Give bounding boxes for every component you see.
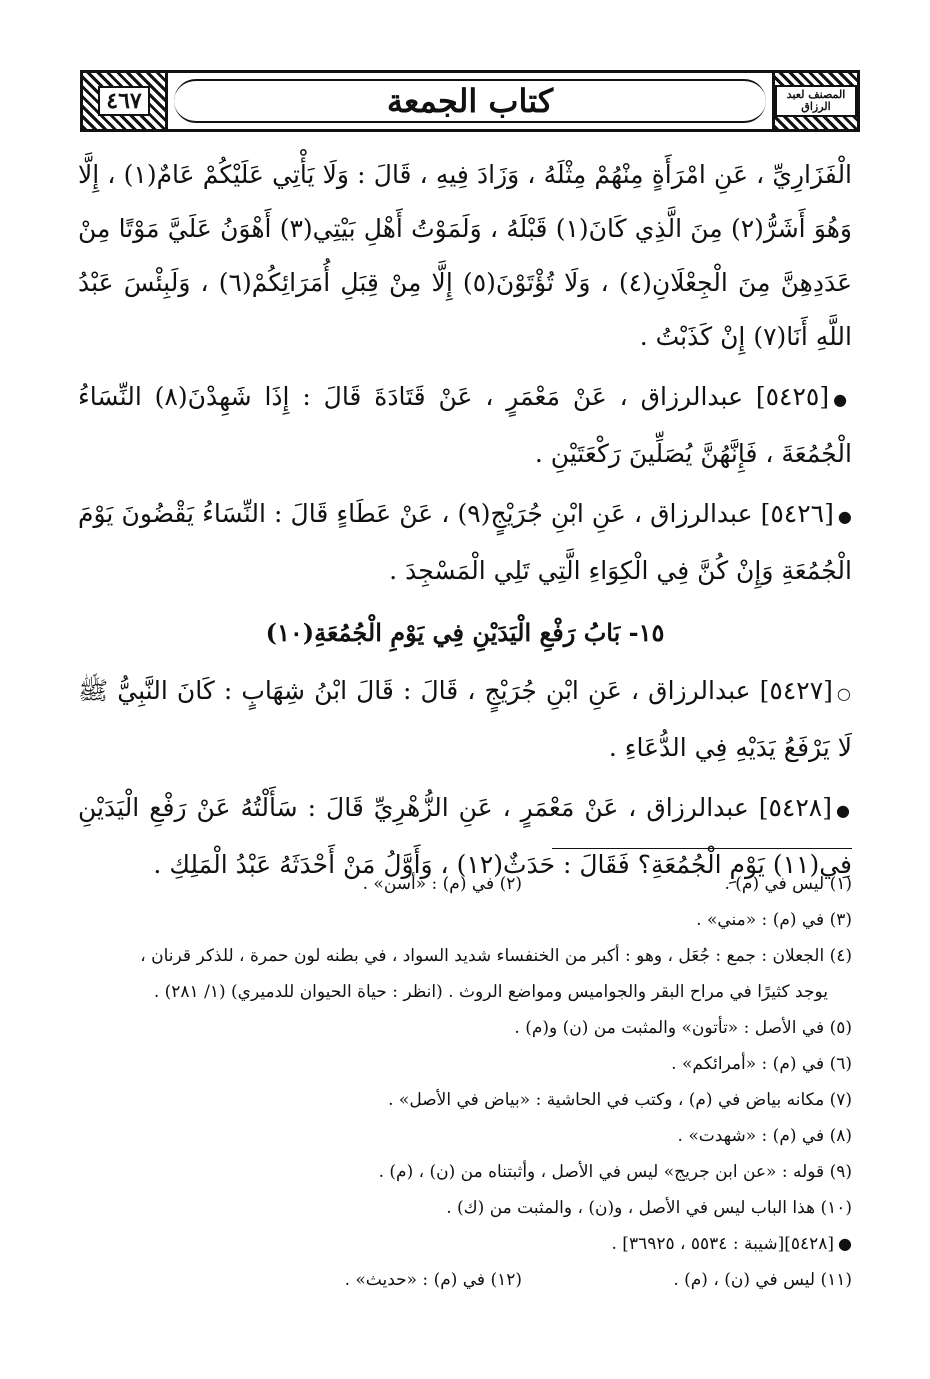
footnote-divider	[552, 848, 852, 849]
footnotes	[78, 866, 852, 1298]
footnote-12: (١٢) في (م) : «حديث» .	[344, 1270, 522, 1290]
bullet-icon: ●	[837, 507, 852, 526]
chapter-title: كتاب الجمعة	[386, 82, 554, 120]
book-logo: المصنف لعبد الرزاق	[775, 85, 857, 117]
hadith-5427	[78, 664, 852, 775]
footnote-2: (٢) في (م) : «أسن» .	[362, 874, 522, 894]
hadith-5428-text: [٥٤٢٨] عبدالرزاق ، عَنْ مَعْمَرٍ ، عَنِ الزُّهْرِيِّ قَالَ : سَأَلْتُهُ عَنْ رَفْعِ الْيَدَيْنِ فِي(١١) يَوْمِ الْجُمُعَةِ؟ فَقَالَ : حَدَثٌ(١٢) ، وَأَوَّلُ مَنْ أَحْدَثَهُ عَبْدُ الْمَلِكِ .	[78, 793, 852, 879]
footnote-reference	[78, 1226, 852, 1262]
header-title-frame	[174, 79, 766, 123]
hadith-5426	[78, 487, 852, 598]
bullet-icon: ●	[833, 390, 853, 409]
page-header	[80, 70, 860, 132]
hadith-5425	[78, 370, 852, 481]
hadith-5425-text: [٥٤٢٥] عبدالرزاق ، عَنْ مَعْمَرٍ ، عَنْ قَتَادَةَ قَالَ : إِذَا شَهِدْنَ(٨) النِّسَاءُ الْجُمُعَةَ ، فَإِنَّهُنَّ يُصَلِّينَ رَكْعَتَيْنِ .	[78, 382, 852, 468]
footnote-reference-text: [٥٤٢٨][شيبة : ٥٥٣٤ ، ٣٦٩٢٥] .	[611, 1234, 835, 1254]
footnote-9: (٩) قوله : «عن ابن جريج» ليس في الأصل ، وأثبتناه من (ن) ، (م) .	[378, 1162, 852, 1182]
footnote-row	[78, 1262, 852, 1298]
footnote-1: (١) ليس في (م) .	[724, 874, 852, 894]
footnote-11: (١١) ليس في (ن) ، (م) .	[673, 1270, 852, 1290]
footnote-8: (٨) في (م) : «شهدت» .	[677, 1126, 852, 1146]
main-text	[78, 148, 852, 892]
footnote-3: (٣) في (م) : «مني» .	[696, 910, 852, 930]
footnote-4: (٤) الجعلان : جمع : جُعَل ، وهو : أكبر من الخنفساء شديد السواد ، في بطنه لون حمرة ، للذكر قرنان ،	[140, 946, 852, 966]
footnote-7: (٧) مكانه بياض في (م) ، وكتب في الحاشية : «بياض في الأصل» .	[388, 1090, 852, 1110]
footnote-row	[78, 866, 852, 902]
paragraph-continuation: الْفَزَارِيِّ ، عَنِ امْرَأَةٍ مِنْهُمْ مِثْلَهُ ، وَزَادَ فِيهِ ، قَالَ : وَلَا يَأْتِي عَلَيْكُمْ عَامٌ(١) ، إِلَّا وَهُوَ أَشَرُّ(٢) مِنَ الَّذِي كَانَ(١) قَبْلَهُ ، وَلَمَوْتُ أَهْلِ بَيْتِي(٣) أَهْوَنُ عَلَيَّ مَوْتًا مِنْ عَدَدِهِنَّ مِنَ الْجِعْلَانِ(٤) ، وَلَا تُؤْتَوْنَ(٥) إِلَّا مِنْ قِبَلِ أُمَرَائِكُمْ(٦) ، وَلَبِئْسَ عَبْدُ اللَّهِ أَنَا(٧) إِنْ كَذَبْتُ .	[78, 160, 853, 351]
section-heading: ١٥- بَابُ رَفْعِ الْيَدَيْنِ فِي يَوْمِ الْجُمُعَةِ(١٠)	[265, 618, 665, 647]
circle-icon: ○	[836, 684, 853, 703]
book-logo-ornament	[772, 73, 857, 129]
footnote-10: (١٠) هذا الباب ليس في الأصل ، و(ن) ، والمثبت من (ك) .	[446, 1198, 852, 1218]
bullet-icon: ●	[838, 1234, 852, 1253]
page-number-ornament	[83, 73, 168, 129]
bullet-icon: ●	[835, 801, 852, 820]
footnote-5: (٥) في الأصل : «تأتون» والمثبت من (ن) و(م) .	[514, 1018, 852, 1038]
hadith-5427-text: [٥٤٢٧] عبدالرزاق ، عَنِ ابْنِ جُرَيْجٍ ، قَالَ : قَالَ ابْنُ شِهَابٍ : كَانَ النَّبِيُّ ﷺ لَا يَرْفَعُ يَدَيْهِ فِي الدُّعَاءِ .	[78, 676, 852, 762]
page-number: ٤٦٧	[98, 86, 149, 116]
hadith-5426-text: [٥٤٢٦] عبدالرزاق ، عَنِ ابْنِ جُرَيْجٍ(٩) ، عَنْ عَطَاءٍ قَالَ : النِّسَاءُ يَقْضُونَ يَوْمَ الْجُمُعَةِ وَإِنْ كُنَّ فِي الْكِوَاءِ الَّتِي تَلِي الْمَسْجِدَ .	[78, 499, 852, 585]
footnote-4-cont: يوجد كثيرًا في مراح البقر والجواميس ومواضع الروث . (انظر : حياة الحيوان للدميري) (١/ ٢٨١) .	[153, 982, 828, 1002]
footnote-6: (٦) في (م) : «أمرائكم» .	[671, 1054, 852, 1074]
